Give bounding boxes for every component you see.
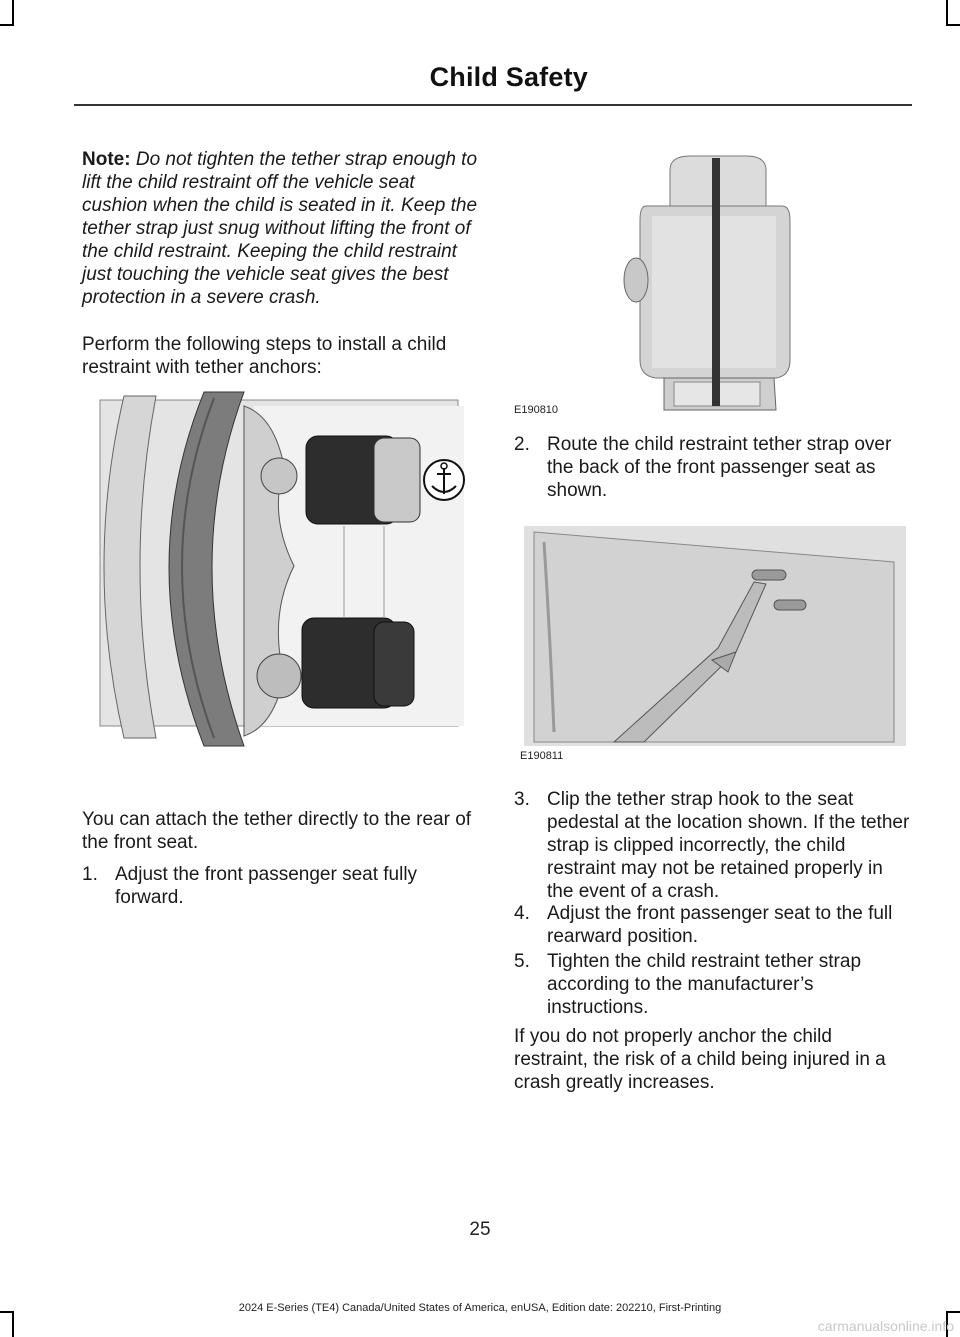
note-label: Note: xyxy=(82,149,131,170)
step-text: Tighten the child restraint tether strap according to the manufacturer’s instructions. xyxy=(547,951,862,1018)
step-text: Clip the tether strap hook to the seat pedestal at the location shown. If the tether strap is clipped incorrectly, the child restraint may not be retained properly in the event of a crash. xyxy=(547,789,910,902)
step-text: Adjust the front passenger seat to the full rearward position. xyxy=(547,903,893,947)
cabin-illustration xyxy=(94,386,472,752)
crop-mark xyxy=(946,24,960,26)
step-number: 4. xyxy=(514,903,530,924)
step-number: 1. xyxy=(82,864,98,885)
step-number: 5. xyxy=(514,951,530,972)
figure-code: E190810 xyxy=(514,404,559,416)
step-item xyxy=(514,433,910,503)
intro-paragraph: Perform the following steps to install a child restraint with tether anchors: xyxy=(82,334,447,378)
step-number: 2. xyxy=(514,434,530,455)
page-number: 25 xyxy=(469,1219,491,1240)
crop-mark xyxy=(0,24,14,26)
watermark: carmanualsonline.info xyxy=(817,1318,954,1334)
step-item xyxy=(514,902,910,948)
crop-mark xyxy=(946,0,948,26)
pedestal-illustration xyxy=(514,522,912,770)
step-number: 3. xyxy=(514,789,530,810)
step-item xyxy=(514,788,910,904)
warning-paragraph: If you do not properly anchor the child restraint, the risk of a child being injured in a crash greatly increases. xyxy=(514,1026,886,1093)
note-text: Do not tighten the tether strap enough to lift the child restraint off the vehicle seat cushion when the child is seated in it. Keep the tether strap just snug without lifting the front of the child restraint. Keeping the child restraint just touching the vehicle seat gives the best protection in a severe crash. xyxy=(82,149,478,308)
seat-back-illustration xyxy=(514,150,912,422)
cabin-drawing xyxy=(94,386,472,752)
attach-paragraph: You can attach the tether directly to the rear of the front seat. xyxy=(82,809,472,853)
pedestal-drawing xyxy=(514,522,912,748)
page-title: Child Safety xyxy=(429,62,588,92)
note-paragraph xyxy=(82,148,478,309)
seat-back-drawing xyxy=(514,150,912,422)
header-divider xyxy=(74,104,912,106)
crop-mark xyxy=(12,0,14,26)
step-item xyxy=(514,950,910,1020)
step-text: Adjust the front passenger seat fully forward. xyxy=(115,864,418,908)
step-item xyxy=(82,863,472,909)
figure-code: E190811 xyxy=(520,750,564,762)
footer-edition: 2024 E-Series (TE4) Canada/United States of America, enUSA, Edition date: 202210, First-Printing xyxy=(238,1302,722,1314)
crop-mark xyxy=(12,1311,14,1337)
step-text: Route the child restraint tether strap over the back of the front passenger seat as shown. xyxy=(547,434,892,501)
